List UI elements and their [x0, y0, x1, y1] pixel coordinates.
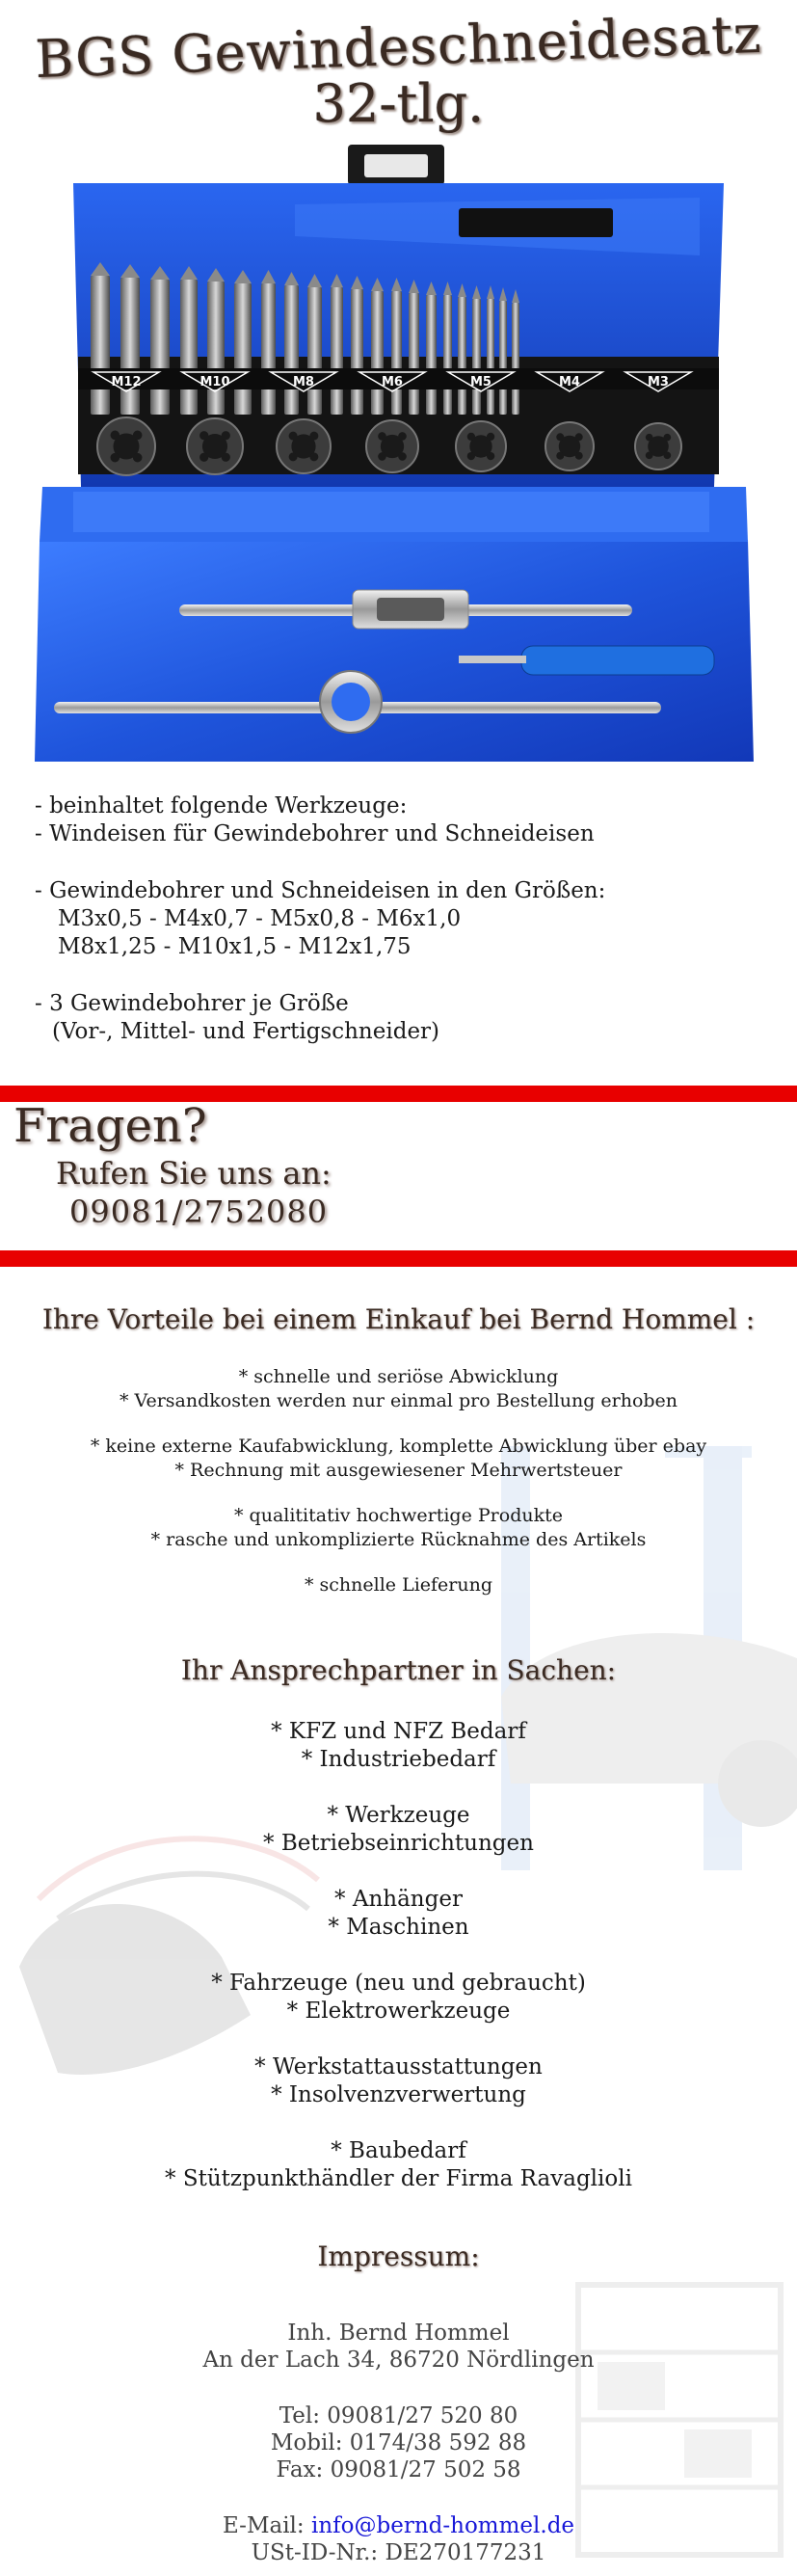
size-label: M5: [470, 375, 491, 389]
red-divider-bottom: [0, 1250, 797, 1267]
feature-line: M8x1,25 - M10x1,5 - M12x1,75: [58, 934, 412, 959]
feature-list: [35, 792, 767, 1046]
size-label: M8: [293, 375, 314, 389]
vorteile-list: [0, 1365, 797, 1597]
tap: [120, 278, 140, 415]
vat-id: USt-ID-Nr.: DE270177231: [251, 2540, 546, 2565]
fax: Fax: 09081/27 502 58: [276, 2457, 521, 2482]
tap: [234, 283, 252, 415]
list-item: * Stützpunkthändler der Firma Ravaglioli: [165, 2166, 632, 2191]
size-label: M4: [559, 375, 580, 389]
impressum-block: [0, 2320, 797, 2566]
tap: [487, 299, 494, 415]
screwdriver: [521, 646, 714, 675]
list-item: * Maschinen: [328, 1915, 469, 1940]
size-label: M3: [648, 375, 669, 389]
title-line-1: BGS Gewindeschneidesatz: [34, 3, 763, 91]
list-item: * Anhänger: [334, 1887, 463, 1912]
feature-line: - Windeisen für Gewindebohrer und Schneideisen: [35, 821, 595, 846]
email-label: E-Mail:: [222, 2513, 305, 2538]
feature-line: - Gewindebohrer und Schneideisen in den Größen:: [35, 878, 606, 903]
mobile: Mobil: 0174/38 592 88: [270, 2430, 527, 2455]
tap: [458, 297, 466, 415]
email-link[interactable]: info@bernd-hommel.de: [310, 2513, 575, 2538]
tap: [443, 295, 452, 415]
list-item: * keine externe Kaufabwicklung, komplette Abwicklung über ebay: [90, 1436, 707, 1457]
ansprechpartner-list: [0, 1718, 797, 2193]
tap: [261, 283, 276, 415]
feature-line: - beinhaltet folgende Werkzeuge:: [35, 793, 408, 818]
owner-name: Inh. Bernd Hommel: [287, 2321, 510, 2346]
tap: [426, 295, 437, 415]
feature-line: (Vor-, Mittel- und Fertigschneider): [52, 1019, 440, 1044]
tap: [391, 291, 402, 415]
title-line-2: 32-tlg.: [312, 73, 485, 134]
tap: [307, 287, 322, 415]
impressum-heading: Impressum:: [317, 2241, 480, 2272]
tap: [499, 301, 507, 415]
list-item: * Werkzeuge: [327, 1803, 470, 1828]
size-label: M6: [382, 375, 403, 389]
list-item: * Baubedarf: [331, 2138, 466, 2163]
list-item: * Versandkosten werden nur einmal pro Bestellung erhoben: [119, 1390, 678, 1411]
tap: [371, 291, 384, 415]
tap: [351, 289, 363, 415]
vorteile-heading: Ihre Vorteile bei einem Einkauf bei Bernd Hommel :: [41, 1303, 756, 1335]
size-label: M10: [199, 375, 230, 389]
list-item: * Elektrowerkzeuge: [286, 1999, 511, 2024]
list-item: * rasche und unkomplizierte Rücknahme des Artikels: [150, 1529, 647, 1550]
tap: [150, 280, 170, 415]
tool-rack: [35, 145, 754, 762]
tap: [180, 280, 198, 415]
list-item: * schnelle Lieferung: [304, 1574, 493, 1596]
list-item: * schnelle und seriöse Abwicklung: [238, 1366, 559, 1387]
list-item: * Fahrzeuge (neu und gebraucht): [211, 1971, 586, 1996]
email-line: [0, 2512, 797, 2539]
list-item: * Industriebedarf: [301, 1747, 496, 1772]
feature-line: M3x0,5 - M4x0,7 - M5x0,8 - M6x1,0: [58, 906, 462, 931]
phone-number: 09081/2752080: [69, 1194, 329, 1230]
product-title: [0, 3, 797, 134]
tap: [284, 285, 299, 415]
list-item: * Insolvenzverwertung: [271, 2082, 526, 2107]
ansprechpartner-heading: Ihr Ansprechpartner in Sachen:: [180, 1654, 617, 1686]
address: An der Lach 34, 86720 Nördlingen: [202, 2348, 595, 2373]
tap: [409, 293, 419, 415]
call-us-text: Rufen Sie uns an:: [56, 1155, 332, 1192]
tap: [91, 276, 110, 415]
list-item: * qualititativ hochwertige Produkte: [234, 1505, 563, 1526]
tap: [207, 282, 225, 415]
list-item: * Rechnung mit ausgewiesener Mehrwertsteuer: [174, 1460, 623, 1481]
tap: [331, 287, 343, 415]
feature-line: - 3 Gewindebohrer je Größe: [35, 991, 349, 1016]
list-item: * KFZ und NFZ Bedarf: [271, 1719, 526, 1744]
size-label: M12: [111, 375, 142, 389]
fragen-heading: Fragen?: [13, 1099, 207, 1153]
tap: [472, 299, 481, 415]
list-item: * Betriebseinrichtungen: [263, 1831, 534, 1856]
telephone: Tel: 09081/27 520 80: [279, 2403, 518, 2428]
list-item: * Werkstattausstattungen: [254, 2054, 543, 2080]
tap: [512, 303, 519, 415]
